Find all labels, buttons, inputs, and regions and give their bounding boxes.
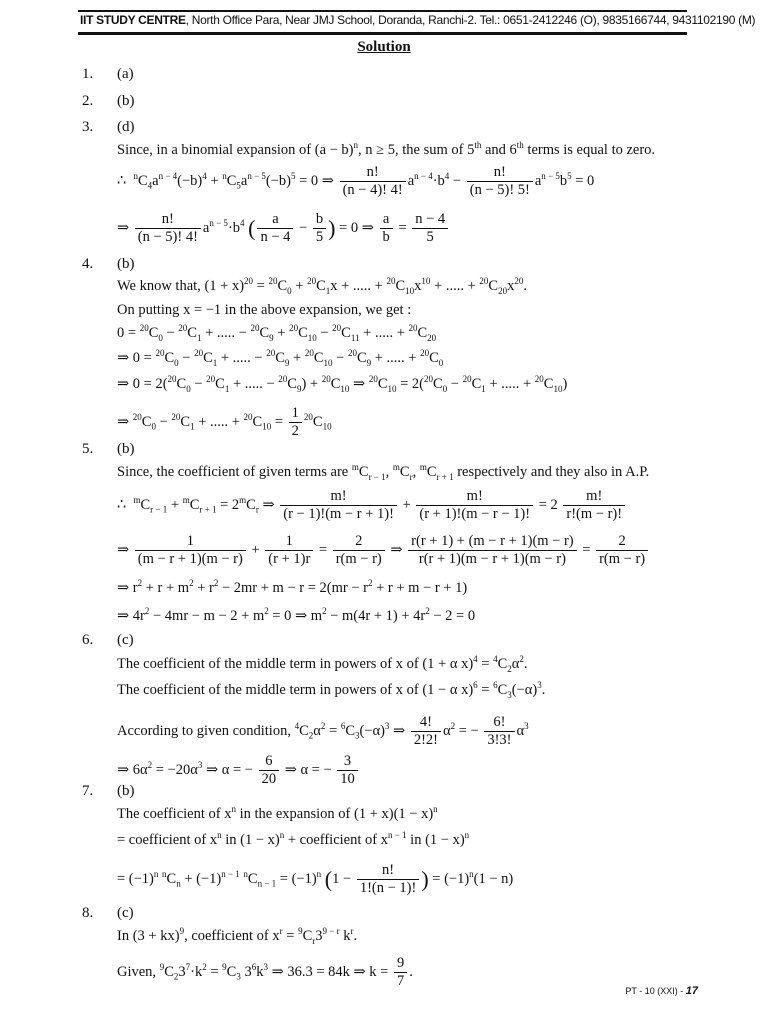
q6-line-4: ⇒ $6\alpha^2 = -20\alpha^3$ ⇒ α = − $\frac{6}{20}$ ⇒ α = − $\frac{3}{10}$ <box>117 753 360 788</box>
q7-line-1: The coefficient of $x^n$ in the expansion of $(1 + x)(1 - x)^n$ <box>117 804 438 822</box>
page-number: 17 <box>685 985 698 997</box>
question-number: 4. <box>82 256 94 272</box>
answer-option: (d) <box>117 119 135 135</box>
answer-option: (b) <box>117 256 135 272</box>
q6-line-2: The coefficient of the middle term in powers of x of (1 − α $x)^6 = ^6C_3(-\alpha)^3$. <box>117 680 546 700</box>
q3-text-c: and 6 <box>481 142 517 158</box>
q6-line-3: According to given condition, $^4C_2\alpha^2 = ^6C_3(-\alpha)^3$ ⇒ $\frac{4!}{2!2!}$ $\alpha^2$ = − $\frac{6!}{3!3!}$ $\alpha^3$ <box>117 714 529 748</box>
q5-equation-1: ∴ $^mC_{r - 1} + ^mC_{r + 1} = 2^mC_r$ ⇒ $\frac{m!}{(r - 1)!(m - r + 1)!}$ + $\frac{m!}{(r + 1)!(m - r - 1)!}$ = 2 $\frac{m!}{r!(m - r)!}$ <box>117 488 627 523</box>
q3-text-a: Since, in a binomial expansion of <box>117 142 312 158</box>
q4-equation-2: ⇒ $0 = ^{20}C_0 - ^{20}C_1$ + ..... − $^{20}C_9 + ^{20}C_{10} - ^{20}C_9$ + ..... + $^{20}C_0$ <box>117 348 444 368</box>
header-top-rule <box>78 10 687 12</box>
question-number: 6. <box>82 632 94 648</box>
q8-text-1a: In <box>117 928 130 944</box>
centre-name: IIT STUDY CENTRE <box>80 13 186 27</box>
q4-statement: We know that, $(1 + x)^{20} = ^{20}C_0 + ^{20}C_1x$ + ..... + $^{20}C_{10}x^{10}$ + ..... + $^{20}C_{20}x^{20}$. <box>117 276 527 296</box>
q3-expansion: $(a - b)^n$ <box>314 140 359 158</box>
page-title: Solution <box>357 39 411 55</box>
answer-option: (b) <box>117 93 135 109</box>
page-footer <box>625 985 698 997</box>
q7-line-2: = coefficient of $x^n$ in $(1 - x)^n$ + coefficient of $x^{n - 1}$ in $(1 - x)^n$ <box>117 830 470 848</box>
q4-equation-3: ⇒ $0 = 2(^{20}C_0 - ^{20}C_1$ + ..... − $^{20}C_9) + ^{20}C_{10}$ ⇒ $^{20}C_{10} = 2(^{20}C_0 - ^{20}C_1$ + ..... + $^{20}C_{10}$) <box>117 374 568 394</box>
answer-option: (c) <box>117 905 134 921</box>
page-header <box>80 13 756 27</box>
question-number: 2. <box>82 93 94 109</box>
q6-line-1: The coefficient of the middle term in powers of x of (1 + α $x)^4 = ^4C_2\alpha^2$. <box>117 654 528 674</box>
q7-text-2a: = coefficient of <box>117 832 207 848</box>
q3-equation-2: ⇒ $\frac{n!}{(n - 5)! 4!}$ $a^{n - 5}\cdot b^4$ ( $\frac{a}{n - 4}$ − $\frac{b}{5}$ ) = 0 ⇒ $\frac{a}{b}$ = $\frac{n - 4}{5}$ <box>117 211 450 246</box>
q6-text-2: The coefficient of the middle term in powers of x of <box>117 682 419 698</box>
q4-text-b: On putting <box>117 302 180 318</box>
q4-text-a: We know that, <box>117 278 201 294</box>
centre-address: , North Office Para, Near JMJ School, Doranda, Ranchi-2. Tel.: 0651-2412246 (O), 9835166744, 9431102190 (M) <box>185 13 756 27</box>
q5-equation-3: ⇒ $r^2 + r + m^2 + r^2 - 2mr + m - r = 2(mr - r^2 + r + m - r + 1)$ <box>117 578 468 596</box>
answer-option: (b) <box>117 783 135 799</box>
answer-option: (b) <box>117 441 135 457</box>
q5-equation-2: ⇒ $\frac{1}{(m - r + 1)(m - r)}$ + $\frac{1}{(r + 1)r}$ = $\frac{2}{r(m - r)}$ ⇒ $\frac{r(r + 1) + (m - r + 1)(m - r)}{r(r + 1)(m - r + 1)(m - r)}$ = $\frac{2}{r(m - r)}$ <box>117 533 650 568</box>
header-bottom-rule <box>78 32 687 35</box>
q4-text-c: in the above expansion, we get : <box>224 302 412 318</box>
q8-line-2: Given, $^9C_23^7\cdot k^2 = ^9C_3$ $3^6k^3$ ⇒ 36.3 = 84k ⇒ k = $\frac{9}{7}$ . <box>117 955 413 989</box>
q5-text-b: respectively and they also in A.P. <box>457 464 650 480</box>
q4-equation-1: $0 = ^{20}C_0 - ^{20}C_1$ + ..... − $^{20}C_9 + ^{20}C_{10} - ^{20}C_{11}$ + ..... + $^{20}C_{20}$ <box>117 323 437 343</box>
question-number: 5. <box>82 441 94 457</box>
q8-text-2: Given, <box>117 963 157 980</box>
question-number: 7. <box>82 783 94 799</box>
q3-text-b: , n ≥ 5, the sum of 5 <box>358 142 475 158</box>
q4-equation-4: ⇒ $^{20}C_0 - ^{20}C_1$ + ..... + $^{20}C_{10}$ = $\frac{1}{2}$ $^{20}C_{10}$ <box>117 405 332 439</box>
q7-text-1b: in the expansion of <box>235 806 351 822</box>
q7-text-1a: The coefficient of x <box>117 806 232 822</box>
q8-line-1: In (3 + kx)$^9$, coefficient of $x^r = ^9C_r3^{9 - r}$ $k^r$. <box>117 926 358 946</box>
question-number: 8. <box>82 905 94 921</box>
q5-statement: Since, the coefficient of given terms are $^mC_{r - 1}$, $^mC_r$, $^mC_{r + 1}$ respectively and they also in A.P. <box>117 462 650 482</box>
q3-statement: Since, in a binomial expansion of $(a - b)^n$, n ≥ 5, the sum of 5th and 6th terms is equal to zero. <box>117 140 656 158</box>
q6-text-1: The coefficient of the middle term in powers of x of <box>117 656 419 672</box>
footer-code: PT - 10 (XXI) - <box>625 986 684 996</box>
q7-text-2b: + coefficient of <box>287 832 378 848</box>
q3-text-d: terms is equal to zero. <box>523 142 656 158</box>
question-number: 1. <box>82 66 94 82</box>
q3-equation-1: ∴ $^nC_4a^{n - 4}(-b)^4 + ^nC_5a^{n - 5}(-b)^5 = 0$ ⇒ $\frac{n!}{(n - 4)! 4!}$ $a^{n - 4}\cdot b^4$ − $\frac{n!}{(n - 5)! 5!}$ $a^{n - 5}b^5 = 0$ <box>117 164 595 198</box>
q5-text-a: Since, the coefficient of given terms are <box>117 464 349 480</box>
q6-text-3: According to given condition, <box>117 722 291 739</box>
question-number: 3. <box>82 119 94 135</box>
answer-option: (a) <box>117 66 134 82</box>
q5-equation-4: ⇒ $4r^2 - 4mr - m - 2 + m^2 = 0$ ⇒ $m^2 - m(4r + 1) + 4r^2 - 2 = 0$ <box>117 606 476 624</box>
q4-substitution: On putting x = −1 in the above expansion, we get : <box>117 302 412 318</box>
q8-text-1b: , coefficient of <box>184 928 269 944</box>
q7-line-3: = $(-1)^n$ $^nC_n + (-1)^{n - 1}$ $^nC_{n - 1} = (-1)^n$ (1 − $\frac{n!}{1!(n - 1)!}$ ) = $(-1)^n(1 - n)$ <box>117 862 514 896</box>
answer-option: (c) <box>117 632 134 648</box>
